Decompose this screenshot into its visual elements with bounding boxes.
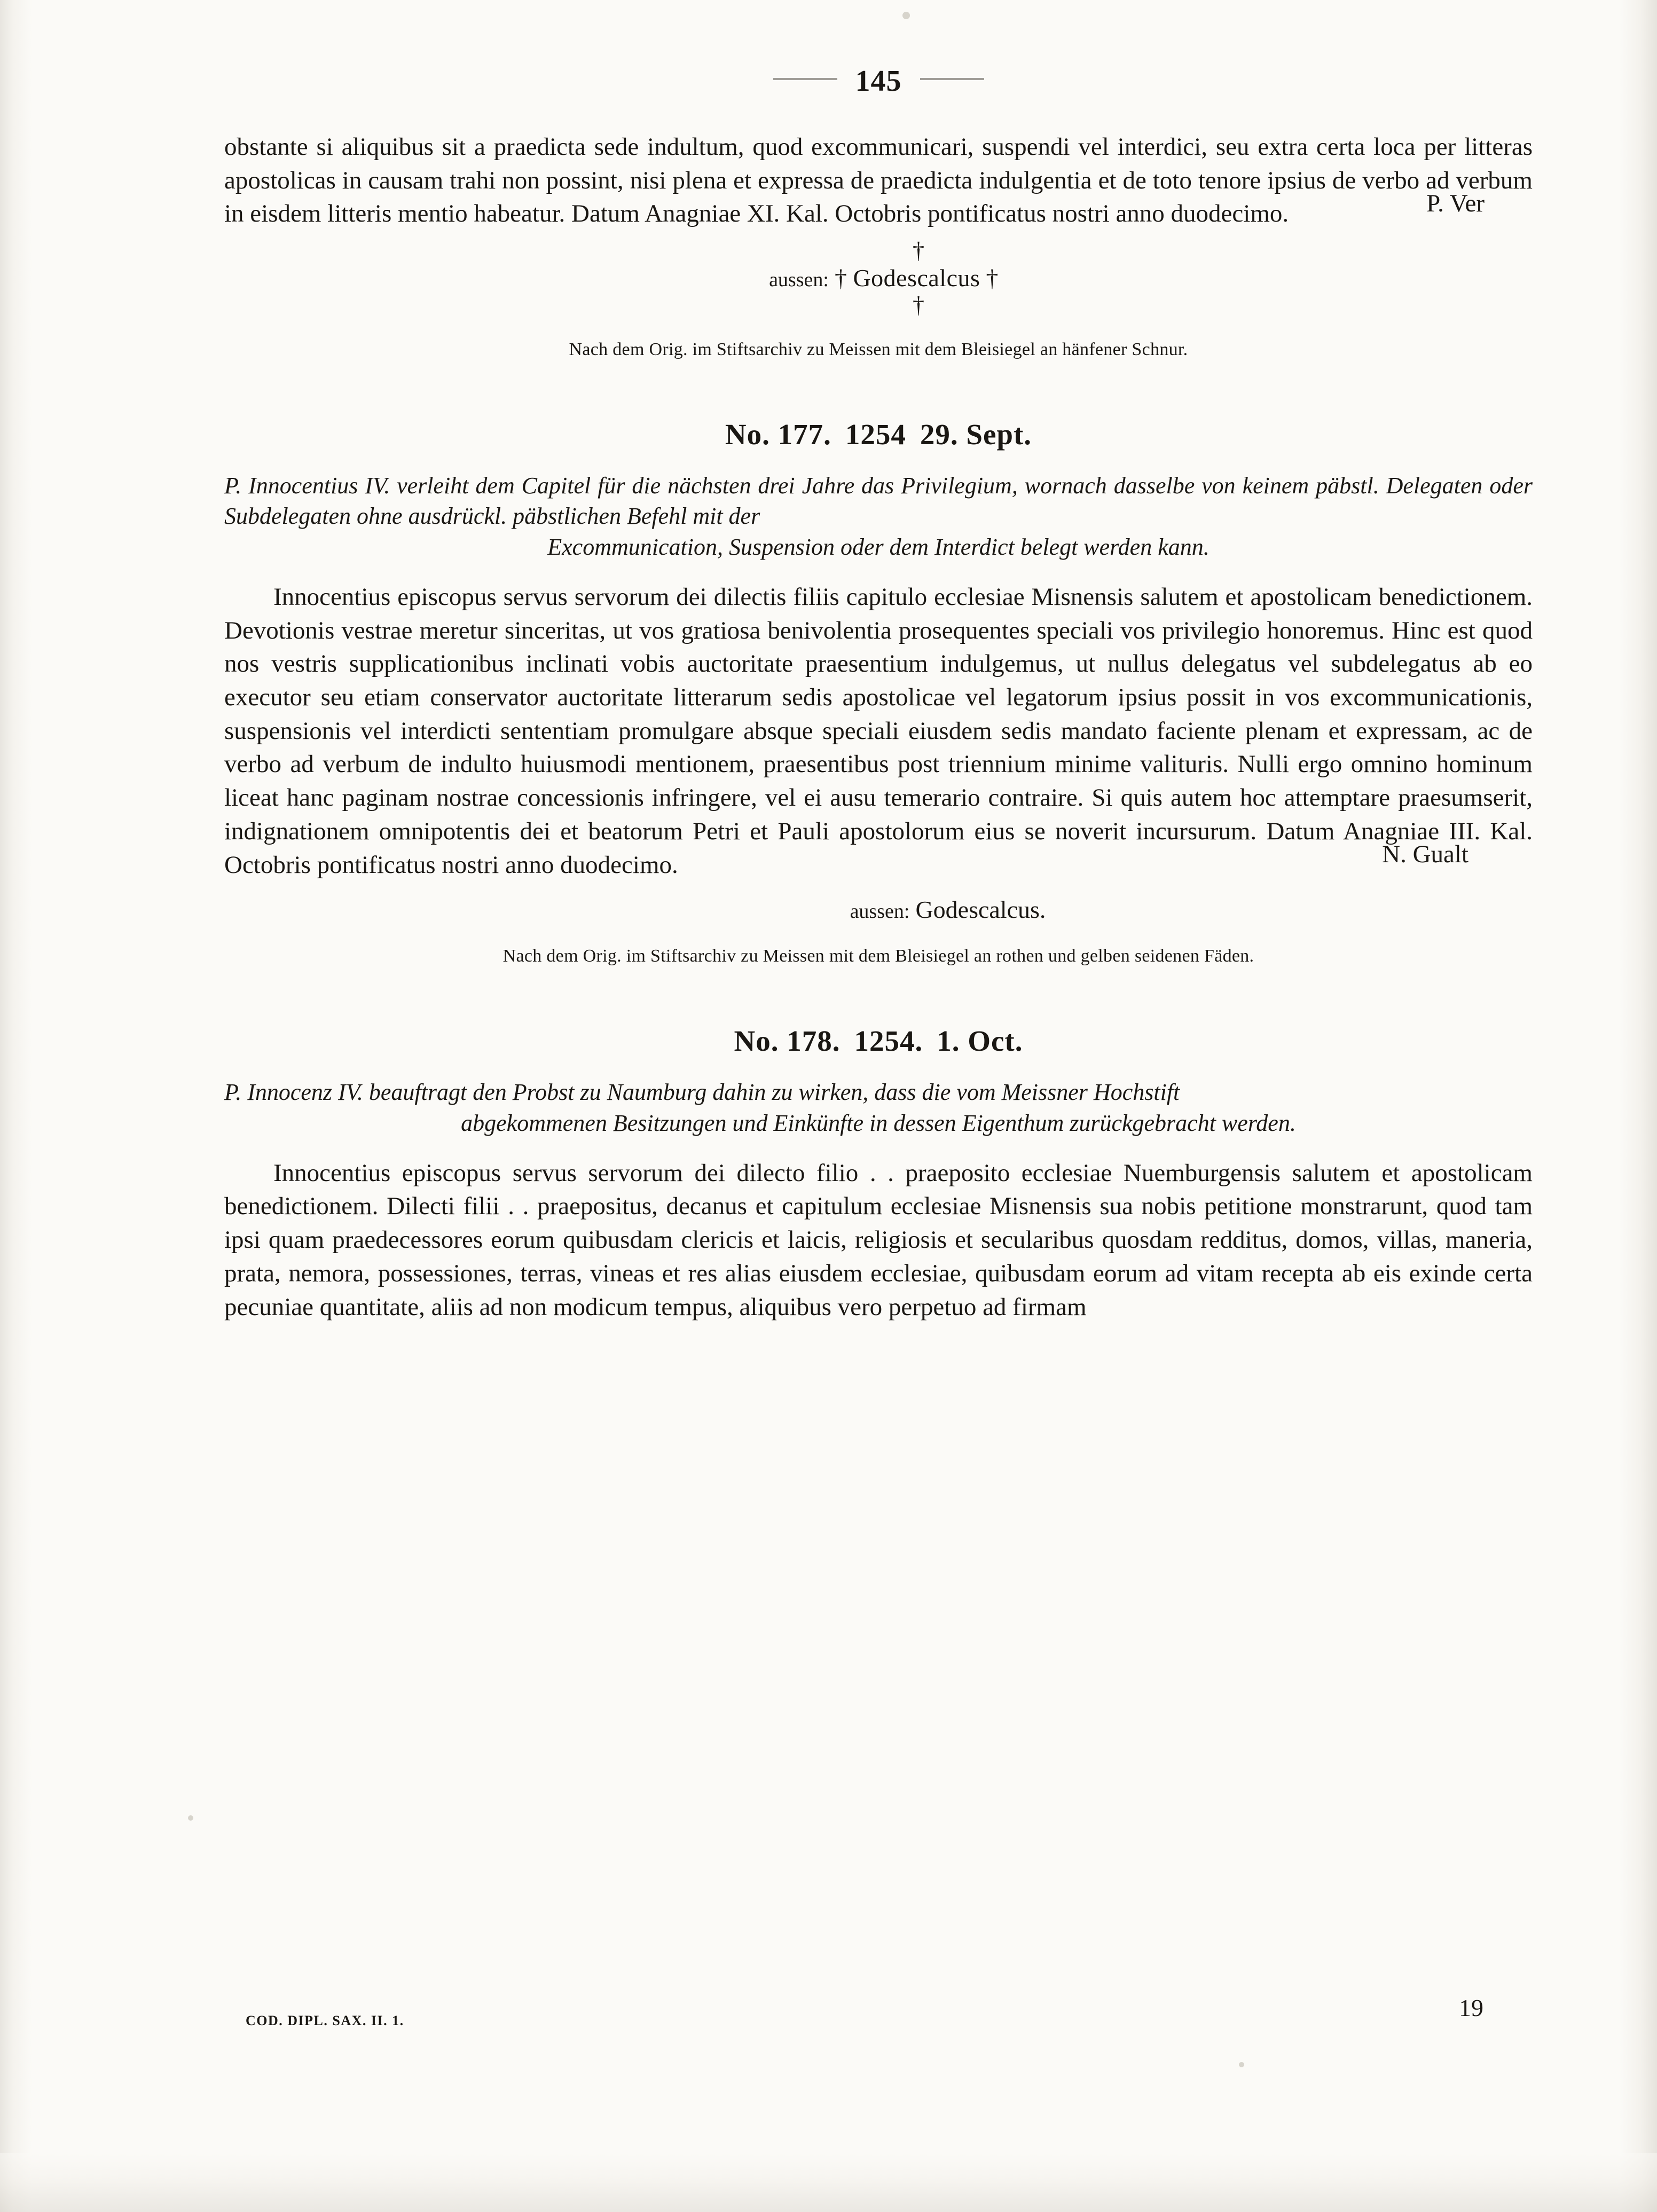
doc178-heading-day: 1. Oct. xyxy=(937,1025,1023,1058)
header-rule-right xyxy=(920,78,984,80)
doc176-aussen-block xyxy=(224,239,1533,317)
page-content xyxy=(224,64,1533,1324)
doc177-source-note: Nach dem Orig. im Stiftsarchiv zu Meissen mit dem Bleisiegel an rothen und gelben seidenen Fäden. xyxy=(502,946,1254,966)
doc178-heading-year: 1254. xyxy=(854,1025,923,1058)
doc176-aussen-row xyxy=(235,266,1533,290)
doc177-regest-line1: P. Innocentius IV. verleiht dem Capitel für die nächsten drei Jahre das Privilegium, wornach xyxy=(224,473,1107,499)
cross-icon: † xyxy=(913,292,924,319)
doc177-body-text: Innocentius episcopus servus servorum dei dilectis filiis capitulo ecclesiae Misnensis salutem et apostolicam benedictionem. Devotionis vestrae meretur sinceritas, ut vos gratiosa benivolentia prosequentes speciali vos privilegio honoremus. Hinc est quod nos vestris supplicationibus inclinati vobis auctoritate praesentium indulgemus, ut nullus delegatus vel subdelegatus ab eo executor seu etiam conservator auctoritate litterarum sedis apostolicae vel legatorum ipsius possit in vos excommunicationis, suspensionis vel interdicti sententiam promulgare absque speciali eiusdem sedis mandato faciente plenam et expressam, ac de verbo ad verbum de indulto huiusmodi mentionem, praesentibus post triennium minime valituris. Nulli ergo omnino hominum liceat hanc paginam nostrae concessionis infringere, vel ei ausu temerario contraire. Si quis autem hoc attemptare praesumserit, indignationem omnipotentis dei et beatorum Petri et Pauli apostolorum eius se noverit incursurum. Datum Anagniae III. Kal. Octobris pontificatus nostri anno duodecimo. xyxy=(224,582,1533,879)
doc177-aussen-name: Godescalcus. xyxy=(915,896,1046,924)
doc177-heading xyxy=(224,418,1533,451)
doc177-aussen-row xyxy=(224,895,1533,924)
page-number: 145 xyxy=(855,65,902,98)
doc178-heading xyxy=(224,1024,1533,1058)
header-rule-left xyxy=(773,78,837,80)
doc178-regest-line1: P. Innocenz IV. beauftragt den Probst zu Naumburg dahin zu wirken, dass die vom Meissner Hochstift xyxy=(224,1079,1180,1106)
page-edge-shading-right xyxy=(1620,0,1657,2212)
doc178-body-block xyxy=(224,1156,1533,1324)
doc176-aussen-label: aussen: xyxy=(769,269,829,292)
doc178-heading-number: No. 178. xyxy=(734,1025,841,1058)
doc177-heading-year: 1254 xyxy=(845,418,906,451)
doc176-source-note: Nach dem Orig. im Stiftsarchiv zu Meissen mit dem Bleisiegel an hänfener Schnur. xyxy=(569,340,1188,360)
doc176-continuation-text: obstante si aliquibus sit a praedicta sede indultum, quod excommunicari, suspendi vel interdici, seu extra certa loca per litteras apostolicas in causam trahi non possint, nisi plena et expressa de praedicta indulgentia et de toto tenore ipsius de verbo ad verbum in eisdem litteris mentio habeatur. Datum Anagniae XI. Kal. Octobris pontificatus nostri anno duodecimo. xyxy=(224,133,1533,228)
cross-icon: † xyxy=(913,238,924,264)
doc177-regest xyxy=(224,470,1533,562)
scan-speck xyxy=(188,1815,193,1821)
doc177-signature: N. Gualt xyxy=(1382,840,1468,869)
doc177-regest-line3: Excommunication, Suspension oder dem Interdict belegt werden kann. xyxy=(547,533,1210,560)
page-edge-shading-bottom xyxy=(0,2153,1657,2212)
footer-signature-number: 19 xyxy=(1459,1994,1483,2021)
page-header xyxy=(224,64,1533,112)
cross-icon-right: † xyxy=(986,264,999,292)
doc177-heading-day: 29. Sept. xyxy=(920,418,1032,451)
doc178-body-text: Innocentius episcopus servus servorum dei dilecto filio . . praeposito ecclesiae Nuemburgensis salutem et apostolicam benedictionem. Dilecti filii . . praepositus, decanus et capitulum ecclesiae Misnensis sua nobis petitione monstrarunt, quod tam ipsi quam praedecessores eorum quibusdam clericis et laicis, religiosis et secularibus quosdam redditus, domos, villas, maneria, prata, nemora, possessiones, terras, vineas et res alias eiusdem ecclesiae, quibusdam eorum ad vitam recepta ab eis exinde certa pecuniae quantitate, aliis ad non modicum tempus, aliquibus vero perpetuo ad firmam xyxy=(224,1159,1533,1321)
doc176-signature: P. Ver xyxy=(1426,190,1485,218)
doc176-aussen-name: Godescalcus xyxy=(853,264,980,292)
doc177-heading-number: No. 177. xyxy=(725,418,831,451)
cross-icon-left: † xyxy=(834,264,847,292)
doc178-regest-line2: abgekommenen Besitzungen und Einkünfte in dessen Eigenthum zurückgebracht werden. xyxy=(461,1109,1296,1136)
footer-catchword: COD. DIPL. SAX. II. 1. xyxy=(246,2013,404,2028)
doc177-body-block xyxy=(224,580,1533,882)
doc177-aussen-label: aussen: xyxy=(850,900,910,923)
scan-speck xyxy=(1239,2062,1244,2067)
doc177-regest-line2: dasselbe von keinem päbstl. Delegaten oder Subdelegaten ohne ausdrückl. päbstlichen Befehl mit der xyxy=(224,473,1533,530)
scan-speck xyxy=(902,12,910,19)
doc178-regest xyxy=(224,1077,1533,1138)
page-edge-shading-left xyxy=(0,0,32,2212)
